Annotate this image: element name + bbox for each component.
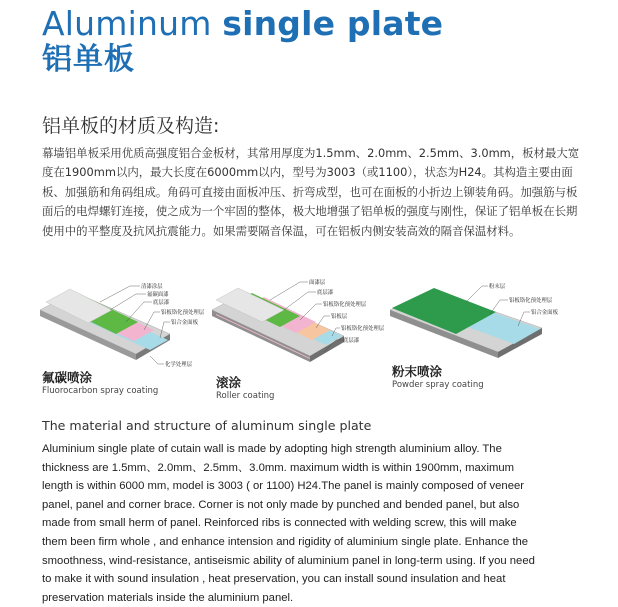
diagram-powder xyxy=(390,278,560,368)
caption-roller-en: Roller coating xyxy=(216,391,275,401)
powder-label-2: 铝板铬化预处理层 xyxy=(509,298,553,304)
diagram-fluorocarbon xyxy=(40,270,210,370)
roller-label-1: 面漆层 xyxy=(309,280,326,286)
roller-layer-illustration xyxy=(212,270,385,370)
roller-label-6: 底层漆 xyxy=(343,338,360,344)
fc-label-5: 铝合金面板 xyxy=(171,320,198,326)
diagram-roller xyxy=(212,270,385,370)
body-text-cn: 幕墙铝单板采用优质高强度铝合金板材，其常用厚度为1.5mm、2.0mm、2.5mm、3.0mm，板材最大宽度在1900mm以内，最大长度在6000mm以内，型号为3003（或1100），状态为H24。其构造主要由面板、加强筋和角码组成。角码可直接由面板冲压、折弯成型，也可在面板的小折边上铆装角码。加强筋与板面后的电焊螺钉连接，使之成为一个牢固的整体，极大地增强了铝单板的强度与刚性，保证了铝单板在长期使用中的平整度及抗风抗震能力。如果需要隔音保温，可在铝板内侧安装高效的隔音保温材料。 xyxy=(42,146,580,238)
roller-label-2: 底层漆 xyxy=(317,290,334,296)
title-english-bold: single plate xyxy=(222,4,444,43)
caption-roller-cn: 滚涂 xyxy=(216,375,242,390)
caption-fluorocarbon-en: Fluorocarbon spray coating xyxy=(42,386,159,396)
title-english xyxy=(42,4,443,44)
fluorocarbon-layer-illustration xyxy=(40,270,210,370)
title-chinese: 铝单板 xyxy=(42,42,135,77)
section-heading-en: The material and structure of aluminum single plate xyxy=(42,418,372,433)
fc-label-3: 底层漆 xyxy=(153,300,170,306)
fc-label-6: 化学处理层 xyxy=(165,362,192,368)
powder-layer-illustration xyxy=(390,278,560,368)
fc-label-1: 清漆涂层 xyxy=(141,284,163,290)
caption-powder-en: Powder spray coating xyxy=(392,380,484,390)
fc-label-4: 铝板铬化预处理层 xyxy=(161,310,205,316)
powder-label-1: 粉末层 xyxy=(489,284,506,290)
fc-label-2: 氟碳面漆 xyxy=(147,292,169,298)
powder-label-3: 铝合金面板 xyxy=(531,310,558,316)
title-english-light: Aluminum xyxy=(42,4,223,43)
caption-powder-cn: 粉末喷涂 xyxy=(392,364,443,379)
section-heading-cn: 铝单板的材质及构造: xyxy=(42,115,220,137)
roller-label-4: 铝板层 xyxy=(331,314,348,320)
body-text-en: Aluminium single plate of cutain wall is made by adopting high strength aluminium alloy. The thickness are 1.5mm、2.0mm、2.5mm、3.0mm. maximum width is within 1900mm, maximum length is within 6000 mm, model is 3003 ( or 1100) H24.The panel is mainly composed of veneer panel, panel and corner brace. Corner is not only made by punched and bended panel, but also made from small herm of panel. Reinforced ribs is connected with welding screw, this will make them been firm whole , and enhance intension and rigidity of aluminium single plate. Enhance the smoothness, wind-resistance, antiseismic ability of aluminium panel in long-term using. If you need to make it with sound insulation , heat preservation, you can install sound insulation and heat preservation materials inside the aluminium panel. xyxy=(42,443,535,604)
roller-label-5: 铝板铬化预处理层 xyxy=(341,326,385,332)
caption-fluorocarbon-cn: 氟碳喷涂 xyxy=(42,370,93,385)
roller-label-3: 铝板铬化预处理层 xyxy=(323,302,367,308)
